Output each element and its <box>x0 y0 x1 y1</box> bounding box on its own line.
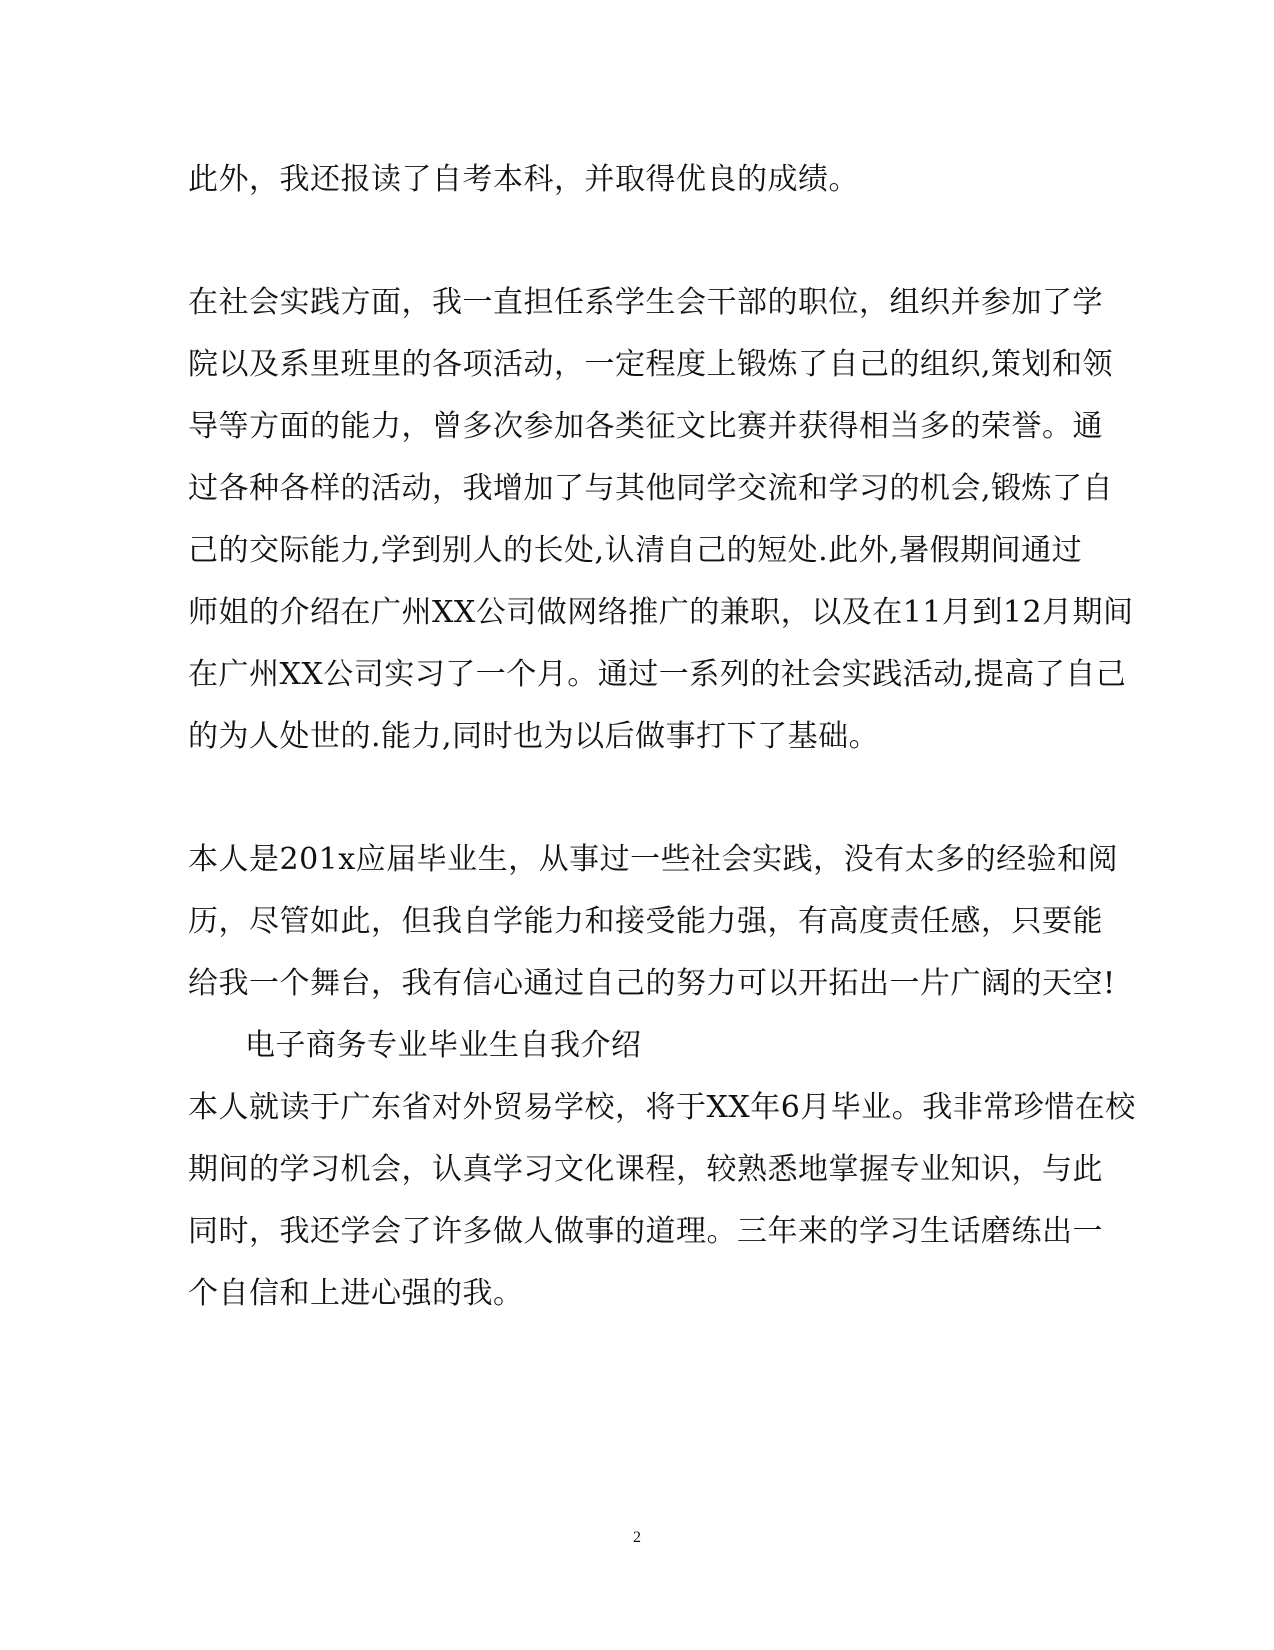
text-line: 本人是201x应届毕业生，从事过一些社会实践，没有太多的经验和阅 <box>188 842 1119 877</box>
text-line: 的为人处世的.能力,同时也为以后做事打下了基础。 <box>188 719 880 754</box>
text-line: 期间的学习机会，认真学习文化课程，较熟悉地掌握专业知识，与此 <box>188 1152 1103 1187</box>
text-line: 院以及系里班里的各项活动，一定程度上锻炼了自己的组织,策划和领 <box>188 347 1114 382</box>
page-number: 2 <box>633 1529 641 1546</box>
text-line: 此外，我还报读了自考本科，并取得优良的成绩。 <box>188 162 859 197</box>
text-line: 在社会实践方面，我一直担任系学生会干部的职位，组织并参加了学 <box>188 285 1103 320</box>
section-title: 电子商务专业毕业生自我介绍 <box>245 1028 642 1063</box>
text-line: 导等方面的能力，曾多次参加各类征文比赛并获得相当多的荣誉。通 <box>188 409 1103 444</box>
text-line: 本人就读于广东省对外贸易学校，将于XX年6月毕业。我非常珍惜在校 <box>188 1090 1136 1125</box>
text-line: 己的交际能力,学到别人的长处,认清自己的短处.此外,暑假期间通过 <box>188 533 1083 568</box>
text-line: 师姐的介绍在广州XX公司做网络推广的兼职，以及在11月到12月期间 <box>188 595 1134 630</box>
text-line: 给我一个舞台，我有信心通过自己的努力可以开拓出一片广阔的天空! <box>188 966 1116 1001</box>
text-line: 过各种各样的活动，我增加了与其他同学交流和学习的机会,锻炼了自 <box>188 471 1114 506</box>
text-line: 在广州XX公司实习了一个月。通过一系列的社会实践活动,提高了自己 <box>188 657 1127 692</box>
text-line: 同时，我还学会了许多做人做事的道理。三年来的学习生话磨练出一 <box>188 1214 1103 1249</box>
text-line: 历，尽管如此，但我自学能力和接受能力强，有高度责任感，只要能 <box>188 904 1103 939</box>
text-line: 个自信和上进心强的我。 <box>188 1276 524 1311</box>
